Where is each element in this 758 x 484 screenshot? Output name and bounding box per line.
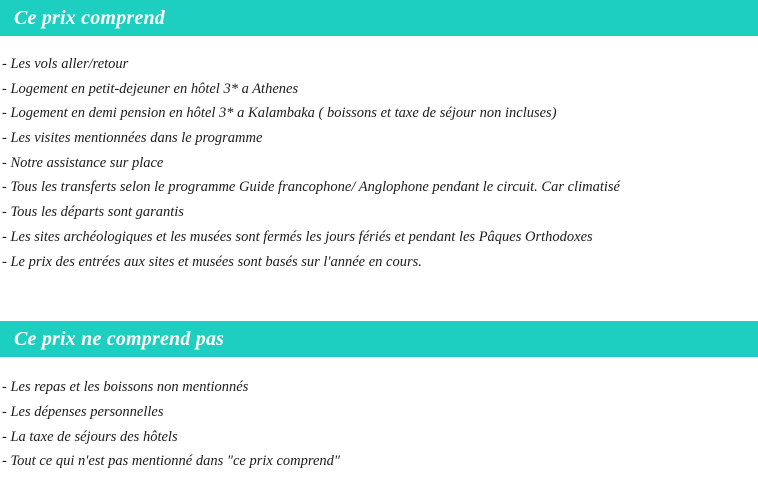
list-item: - Tous les départs sont garantis bbox=[2, 204, 184, 221]
list-item: - Les sites archéologiques et les musées sont fermés les jours fériés et pendant les Pâques Orthodoxes bbox=[2, 228, 593, 245]
list-item: - Les dépenses personnelles bbox=[2, 403, 164, 420]
section-header-excluded bbox=[0, 321, 758, 357]
list-item: - Les repas et les boissons non mentionnés bbox=[2, 379, 249, 396]
section-title-included: Ce prix comprend bbox=[14, 7, 165, 29]
list-item: - Notre assistance sur place bbox=[2, 154, 164, 171]
list-item: - Les visites mentionnées dans le programme bbox=[2, 130, 263, 147]
list-item: - Les vols aller/retour bbox=[2, 56, 129, 72]
list-item: - Le prix des entrées aux sites et musées sont basés sur l'année en cours. bbox=[2, 253, 422, 270]
list-item: - Logement en petit-dejeuner en hôtel 3* a Athenes bbox=[2, 80, 299, 97]
list-item: - La taxe de séjours des hôtels bbox=[2, 428, 178, 445]
list-item: - Tout ce qui n'est pas mentionné dans "ce prix comprend" bbox=[2, 453, 340, 470]
included-list bbox=[0, 57, 758, 269]
list-item: - Tous les transferts selon le programme Guide francophone/ Anglophone pendant le circuit. Car climatisé bbox=[2, 179, 620, 196]
section-header-included bbox=[0, 0, 758, 36]
section-title-excluded: Ce prix ne comprend pas bbox=[14, 328, 225, 351]
excluded-list bbox=[0, 380, 758, 469]
list-item: - Logement en demi pension en hôtel 3* a Kalambaka ( boissons et taxe de séjour non incluses) bbox=[2, 105, 557, 122]
section-divider-spacer bbox=[0, 279, 758, 321]
